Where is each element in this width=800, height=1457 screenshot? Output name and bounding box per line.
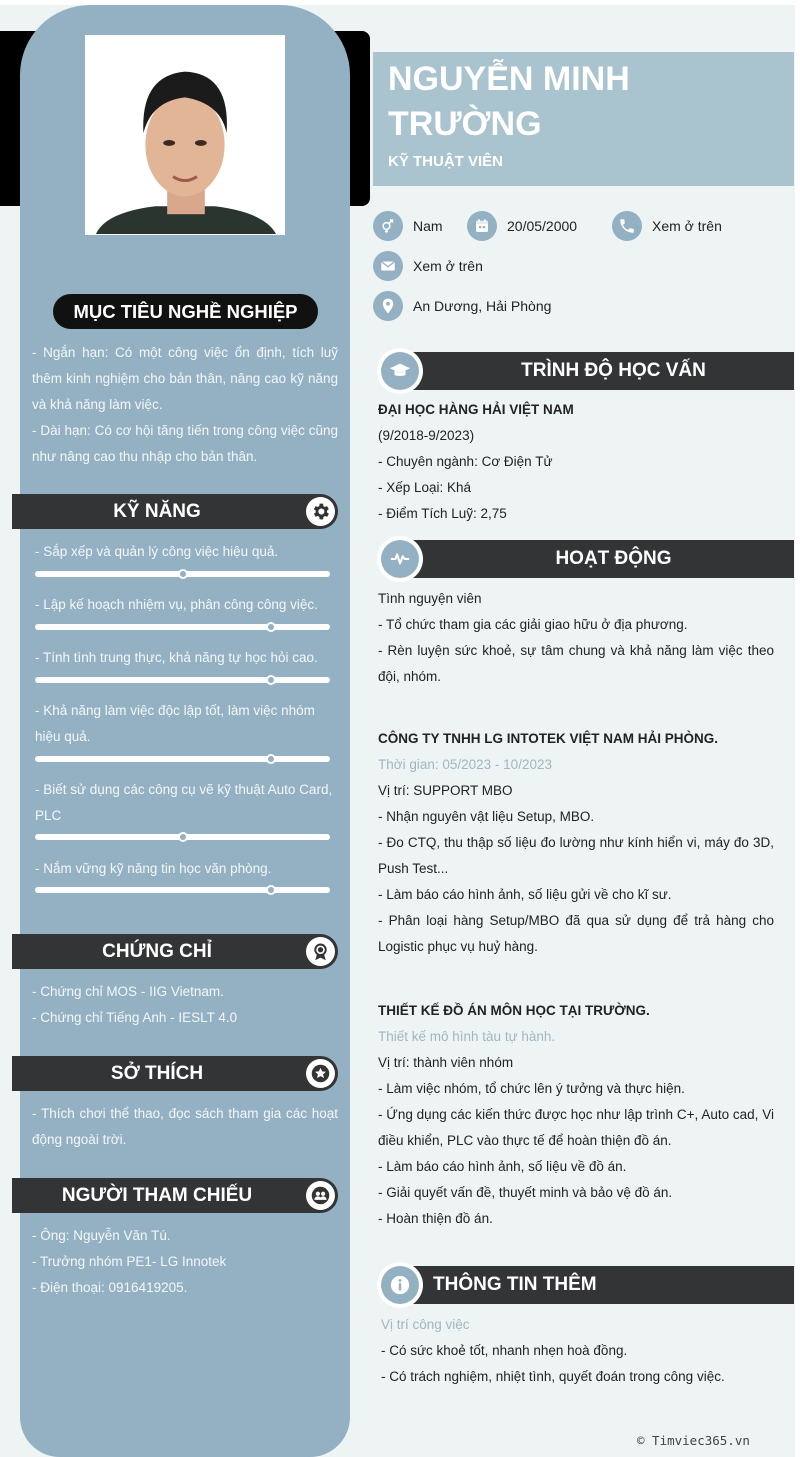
references-list bbox=[32, 1223, 338, 1301]
email-value: Xem ở trên bbox=[413, 258, 483, 274]
gender-value: Nam bbox=[413, 218, 443, 234]
education-heading-label: TRÌNH ĐỘ HỌC VẤN bbox=[521, 360, 706, 381]
company-block bbox=[378, 726, 774, 960]
portrait-image bbox=[86, 36, 284, 234]
address-value: An Dương, Hải Phòng bbox=[413, 298, 552, 314]
additional-heading bbox=[373, 1266, 794, 1304]
references-heading bbox=[12, 1178, 338, 1213]
skill-label: - Sắp xếp và quản lý công việc hiệu quả. bbox=[35, 544, 279, 559]
heading-icon-circle bbox=[377, 536, 423, 582]
education-line: - Chuyên ngành: Cơ Điện Tử bbox=[378, 454, 553, 469]
birthdate-value: 20/05/2000 bbox=[507, 218, 578, 234]
project-line: - Làm việc nhóm, tổ chức lên ý tưởng và thực hiện. bbox=[378, 1081, 685, 1096]
additional-line: - Có sức khoẻ tốt, nhanh nhẹn hoà đồng. bbox=[381, 1343, 628, 1358]
education-period: (9/2018-9/2023) bbox=[378, 428, 475, 443]
job-title: KỸ THUẬT VIÊN bbox=[388, 153, 504, 170]
volunteer-block bbox=[378, 586, 774, 690]
phone-value: Xem ở trên bbox=[652, 218, 722, 234]
education-heading bbox=[373, 352, 794, 390]
additional-heading-label: THÔNG TIN THÊM bbox=[433, 1274, 597, 1295]
skill-knob bbox=[178, 832, 188, 842]
activities-heading-label: HOẠT ĐỘNG bbox=[555, 548, 672, 569]
hobbies-heading bbox=[12, 1056, 338, 1091]
reference-item: - Trưởng nhóm PE1- LG Innotek bbox=[32, 1254, 227, 1269]
volunteer-line: - Rèn luyện sức khoẻ, sự tâm chung và khả năng làm việc theo đội, nhóm. bbox=[378, 643, 774, 684]
company-line: - Đo CTQ, thu thập số liệu đo lường như kính hiển vi, máy đo 3D, Push Test... bbox=[378, 835, 774, 876]
skill-label: - Tính tình trung thực, khả năng tự học hỏi cao. bbox=[35, 650, 318, 665]
certificate-item: - Chứng chỉ MOS - IIG Vietnam. bbox=[32, 984, 224, 999]
footer-credit: © Timviec365.vn bbox=[637, 1433, 750, 1448]
skill-knob bbox=[266, 622, 276, 632]
skill-label: - Khả năng làm việc độc lập tốt, làm việc nhóm hiệu quả. bbox=[35, 703, 315, 744]
project-name: THIẾT KẾ ĐỒ ÁN MÔN HỌC TẠI TRƯỜNG. bbox=[378, 1003, 650, 1018]
people-icon bbox=[306, 1181, 335, 1210]
company-position: Vị trí: SUPPORT MBO bbox=[378, 783, 513, 798]
hobbies-heading-label: SỞ THÍCH bbox=[110, 1063, 204, 1084]
company-time: Thời gian: 05/2023 - 10/2023 bbox=[378, 757, 552, 772]
certificate-item: - Chứng chỉ Tiếng Anh - IESLT 4.0 bbox=[32, 1010, 238, 1025]
skill-knob bbox=[266, 885, 276, 895]
email-icon bbox=[373, 251, 403, 281]
project-position: Vị trí: thành viên nhóm bbox=[378, 1055, 514, 1070]
certificates-list bbox=[32, 979, 338, 1031]
hobby-item: - Thích chơi thể thao, đọc sách tham gia các hoạt động ngoài trời. bbox=[32, 1106, 338, 1147]
skill-knob bbox=[266, 754, 276, 764]
skill-bar bbox=[35, 756, 330, 762]
phone-icon bbox=[612, 211, 642, 241]
skill-bar bbox=[35, 887, 330, 893]
project-line: - Làm báo cáo hình ảnh, số liệu về đồ án. bbox=[378, 1159, 627, 1174]
heading-icon-circle bbox=[377, 1262, 423, 1308]
skill-bar bbox=[35, 834, 330, 840]
skill-label: - Nắm vững kỹ năng tin học văn phòng. bbox=[35, 861, 272, 876]
company-line: - Nhận nguyên vật liệu Setup, MBO. bbox=[378, 809, 595, 824]
school-name: ĐẠI HỌC HÀNG HẢI VIỆT NAM bbox=[378, 402, 574, 417]
heading-icon-circle bbox=[377, 348, 423, 394]
skills-heading-label: KỸ NĂNG bbox=[113, 501, 201, 522]
avatar bbox=[85, 35, 285, 235]
volunteer-line: - Tổ chức tham gia các giải giao hữu ở địa phương. bbox=[378, 617, 688, 632]
name-header bbox=[373, 52, 794, 186]
activities-heading bbox=[373, 540, 794, 578]
skill-bar bbox=[35, 624, 330, 630]
gender-icon bbox=[373, 211, 403, 241]
gear-icon bbox=[306, 497, 335, 526]
objective-text bbox=[32, 340, 338, 470]
certificates-heading bbox=[12, 934, 338, 969]
skill-label: - Lập kế hoạch nhiệm vụ, phân công công việc. bbox=[35, 597, 318, 612]
reference-item: - Điện thoại: 0916419205. bbox=[32, 1280, 188, 1295]
graduation-cap-icon bbox=[389, 360, 411, 382]
education-content bbox=[378, 397, 774, 527]
skill-bar bbox=[35, 571, 330, 577]
award-icon bbox=[306, 937, 335, 966]
reference-item: - Ông: Nguyễn Văn Tú. bbox=[32, 1228, 171, 1243]
candidate-name: NGUYỄN MINH TRƯỜNG bbox=[388, 60, 630, 143]
project-subtitle: Thiết kế mô hình tàu tự hành. bbox=[378, 1029, 556, 1044]
additional-subtitle: Vị trí công việc bbox=[381, 1317, 470, 1332]
objective-short-term: - Ngắn hạn: Có một công việc ổn định, tích luỹ thêm kinh nghiệm cho bản thân, nâng cao kỹ năng và khả năng làm việc. bbox=[32, 345, 338, 412]
objective-heading: MỤC TIÊU NGHỀ NGHIỆP bbox=[53, 294, 318, 329]
certificates-heading-label: CHỨNG CHỈ bbox=[102, 941, 212, 962]
star-icon bbox=[306, 1059, 335, 1088]
skill-label: - Biết sử dụng các công cụ vẽ kỹ thuật Auto Card, PLC bbox=[35, 782, 333, 823]
skill-knob bbox=[178, 569, 188, 579]
education-line: - Xếp Loại: Khá bbox=[378, 480, 472, 495]
additional-line: - Có trách nghiệm, nhiệt tình, quyết đoán trong công việc. bbox=[381, 1369, 725, 1384]
skills-heading bbox=[12, 494, 338, 529]
project-block bbox=[378, 998, 774, 1232]
education-line: - Điểm Tích Luỹ: 2,75 bbox=[378, 506, 507, 521]
skill-knob bbox=[266, 675, 276, 685]
company-line: - Phân loại hàng Setup/MBO đã qua sử dụng để trả hàng cho Logistic phục vụ huỷ hàng. bbox=[378, 913, 774, 954]
skill-bar bbox=[35, 677, 330, 683]
objective-long-term: - Dài hạn: Có cơ hội tăng tiến trong công việc cũng như nâng cao thu nhập cho bản thân. bbox=[32, 423, 338, 464]
calendar-icon bbox=[467, 211, 497, 241]
hobbies-list bbox=[32, 1101, 338, 1153]
project-line: - Giải quyết vấn đề, thuyết minh và bảo vệ đồ án. bbox=[378, 1185, 673, 1200]
info-icon bbox=[389, 1274, 411, 1296]
references-heading-label: NGƯỜI THAM CHIẾU bbox=[61, 1185, 253, 1206]
location-icon bbox=[373, 291, 403, 321]
project-line: - Ứng dụng các kiến thức được học như lập trình C+, Auto cad, Vi điều khiển, PLC vào thực tế để hoàn thiện đồ án. bbox=[378, 1107, 774, 1148]
company-name: CÔNG TY TNHH LG INTOTEK VIỆT NAM HẢI PHÒNG. bbox=[378, 731, 719, 746]
additional-content bbox=[381, 1312, 777, 1390]
volunteer-title: Tình nguyện viên bbox=[378, 591, 482, 606]
project-line: - Hoàn thiện đồ án. bbox=[378, 1211, 493, 1226]
company-line: - Làm báo cáo hình ảnh, số liệu gửi về cho kĩ sư. bbox=[378, 887, 672, 902]
pulse-icon bbox=[389, 548, 411, 570]
